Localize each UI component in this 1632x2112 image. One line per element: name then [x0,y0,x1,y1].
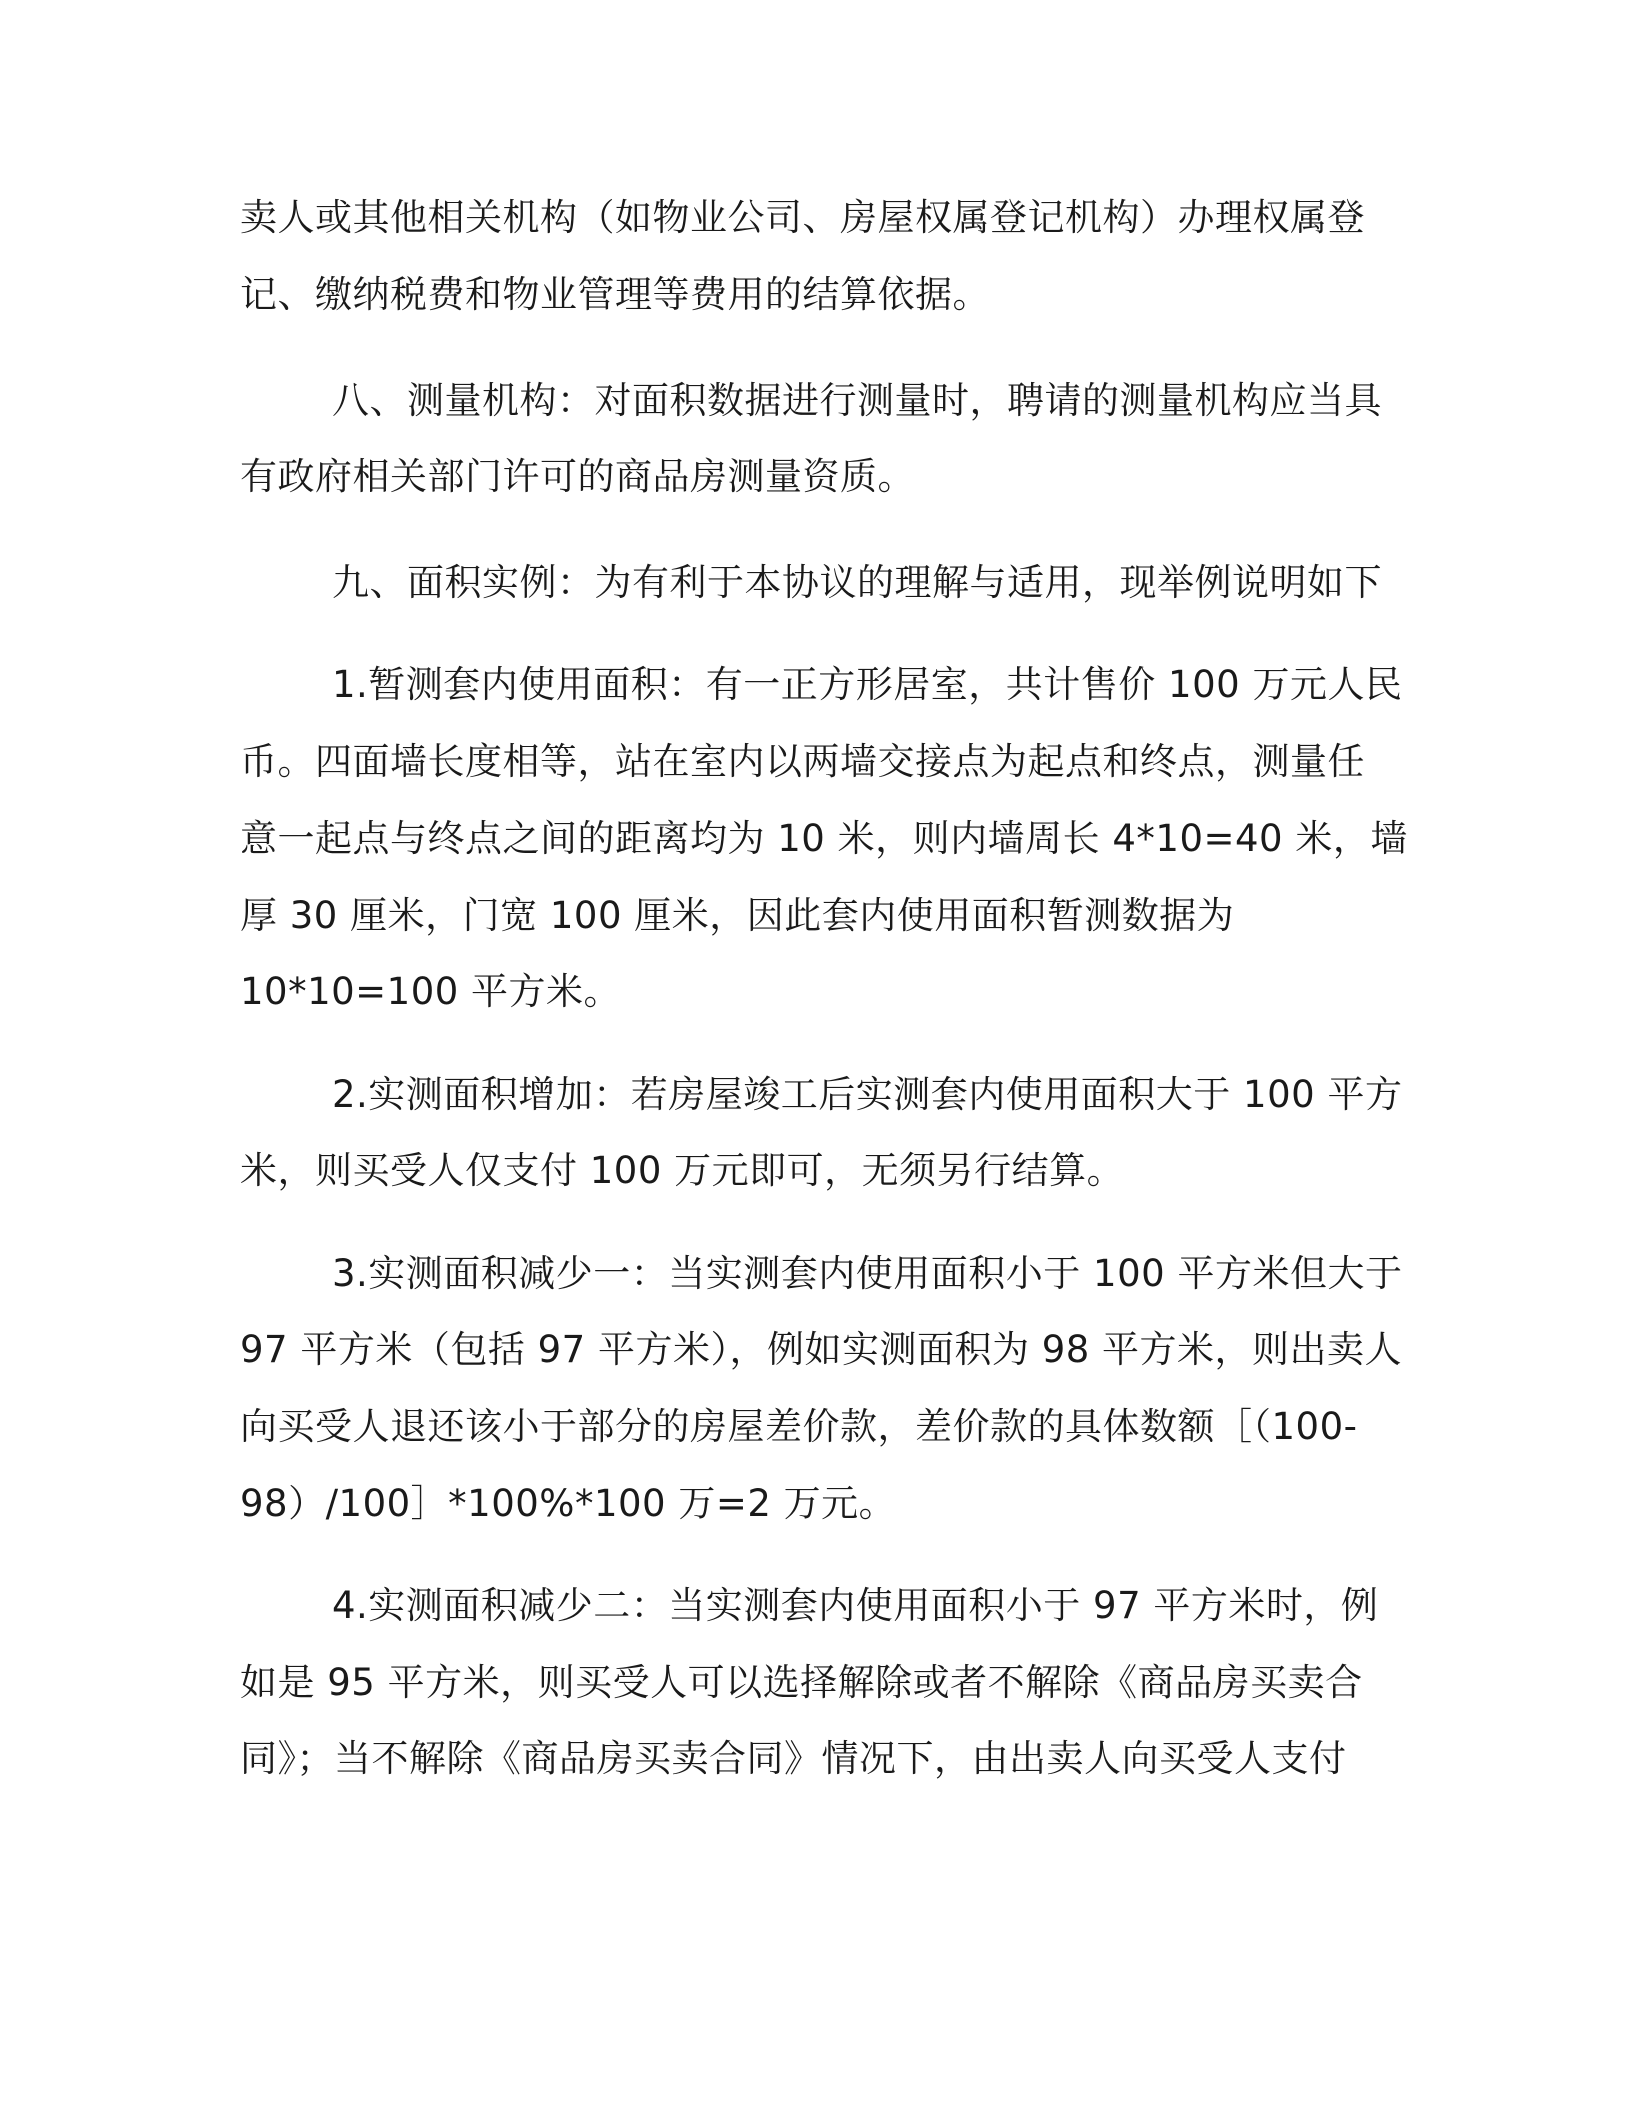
text-line-8: 意一起点与终点之间的距离均为 10 米，则内墙周长 4*10=40 米，墙 [240,817,1408,860]
example-4-heading-line: 4.实测面积减少二：当实测套内使用面积小于 97 平方米时，例 [332,1584,1379,1627]
example-3-heading-line: 3.实测面积减少一：当实测套内使用面积小于 100 平方米但大于 [332,1252,1403,1295]
text-line-14: 97 平方米（包括 97 平方米），例如实测面积为 98 平方米，则出卖人 [240,1328,1403,1371]
example-2-heading-line: 2.实测面积增加：若房屋竣工后实测套内使用面积大于 100 平方 [332,1073,1403,1116]
text-line-15: 向买受人退还该小于部分的房屋差价款，差价款的具体数额［（100- [240,1405,1358,1448]
section-9-heading-line: 九、面积实例：为有利于本协议的理解与适用，现举例说明如下 [332,561,1382,604]
text-line-12: 米，则买受人仅支付 100 万元即可，无须另行结算。 [240,1149,1125,1192]
text-line-18: 如是 95 平方米，则买受人可以选择解除或者不解除《商品房买卖合 [240,1661,1363,1704]
text-line-2: 记、缴纳税费和物业管理等费用的结算依据。 [240,273,990,316]
text-line-10: 10*10=100 平方米。 [240,970,622,1013]
text-line-16: 98）/100］*100%*100 万=2 万元。 [240,1482,897,1525]
text-line-7: 币。四面墙长度相等，站在室内以两墙交接点为起点和终点，测量任 [240,740,1365,783]
text-line-1: 卖人或其他相关机构（如物业公司、房屋权属登记机构）办理权属登 [240,196,1365,239]
text-line-9: 厚 30 厘米，门宽 100 厘米，因此套内使用面积暂测数据为 [240,894,1235,937]
text-line-19: 同》；当不解除《商品房买卖合同》情况下，由出卖人向买受人支付 [240,1737,1347,1780]
text-line-4: 有政府相关部门许可的商品房测量资质。 [240,455,915,498]
section-8-heading-line: 八、测量机构：对面积数据进行测量时，聘请的测量机构应当具 [332,379,1382,422]
example-1-heading-line: 1.暂测套内使用面积：有一正方形居室，共计售价 100 万元人民 [332,663,1403,706]
